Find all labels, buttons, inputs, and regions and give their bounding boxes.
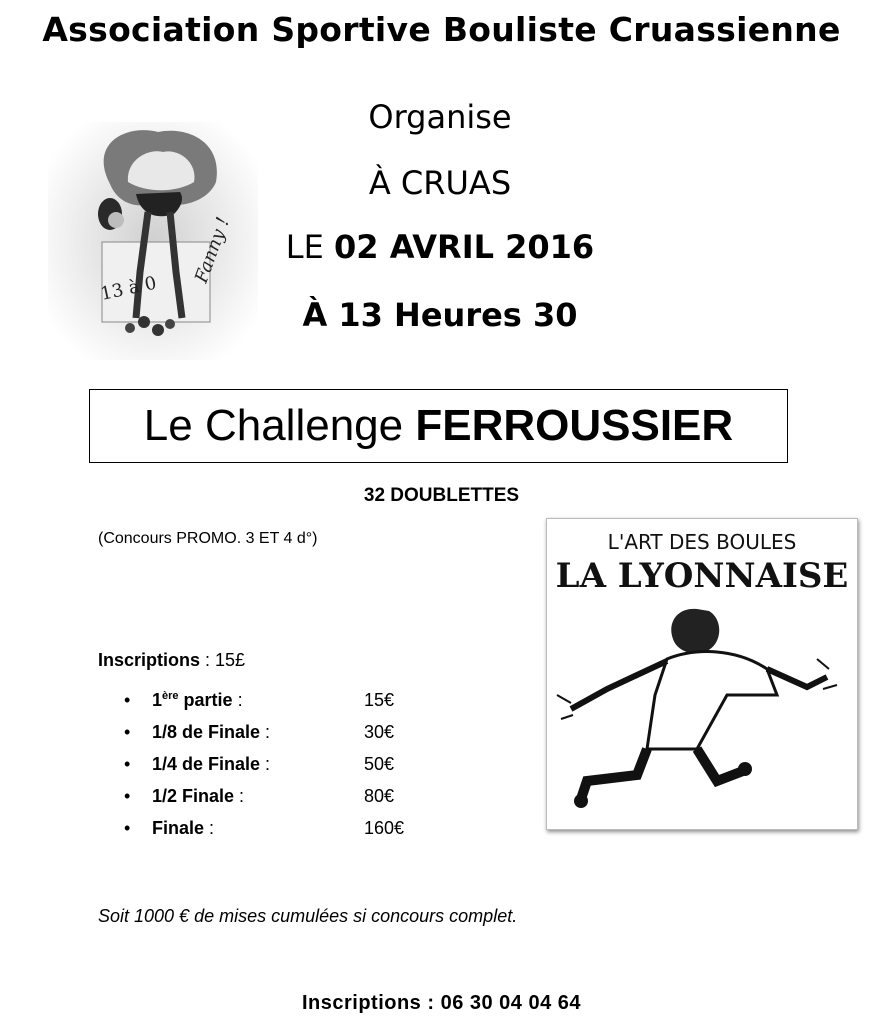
prize-amount: 50€: [364, 754, 395, 774]
total-note: Soit 1000 € de mises cumulées si concours complet.: [98, 906, 518, 926]
prize-name: Finale :: [152, 818, 215, 838]
prize-item: • 1/8 de Finale : 30€: [124, 722, 395, 742]
prize-item: • Finale : 160€: [124, 818, 405, 838]
inscriptions-sep: :: [200, 650, 216, 670]
prize-item: • 1/4 de Finale : 50€: [124, 754, 395, 774]
fanny-sign-text: Fanny !: [190, 214, 235, 286]
prize-name: 1/8 de Finale :: [152, 722, 271, 742]
inscriptions-value: 15£: [215, 650, 246, 670]
inscriptions-label: Inscriptions: [98, 650, 201, 670]
prize-item: • 1ère partie : 15€: [124, 690, 395, 710]
location-text: À CRUAS: [368, 164, 512, 202]
prize-item: • 1/2 Finale : 80€: [124, 786, 395, 806]
lyonnaise-illustration: [546, 518, 858, 830]
concours-text: (Concours PROMO. 3 ET 4 d°): [98, 530, 318, 547]
fanny-score-text: 13 à 0: [98, 272, 159, 305]
association-title: Association Sportive Bouliste Cruassienne: [42, 10, 841, 49]
prize-amount: 80€: [364, 786, 395, 806]
prize-name: 1/2 Finale :: [152, 786, 245, 806]
inscriptions-fee: [98, 650, 245, 671]
challenge-banner: [89, 389, 788, 463]
lyonnaise-top-text: L'ART DES BOULES: [607, 530, 797, 554]
challenge-prefix: Le Challenge: [143, 401, 404, 450]
contact-phone: Inscriptions : 06 30 04 04 64: [301, 992, 582, 1014]
prize-amount: 160€: [364, 818, 405, 838]
time-text: À 13 Heures 30: [302, 296, 578, 334]
challenge-name: FERROUSSIER: [415, 401, 734, 450]
prize-name: 1/4 de Finale :: [152, 754, 271, 774]
prize-amount: 30€: [364, 722, 395, 742]
format-text: 32 DOUBLETTES: [363, 485, 520, 506]
fanny-illustration: [48, 122, 258, 360]
lyonnaise-title: LA LYONNAISE: [555, 556, 849, 596]
prize-name: 1ère partie :: [152, 690, 243, 710]
date-prefix: LE: [285, 228, 324, 266]
date-text: [220, 228, 660, 266]
date-value: 02 AVRIL 2016: [334, 228, 595, 266]
organise-text: Organise: [368, 98, 512, 136]
prize-amount: 15€: [364, 690, 395, 710]
